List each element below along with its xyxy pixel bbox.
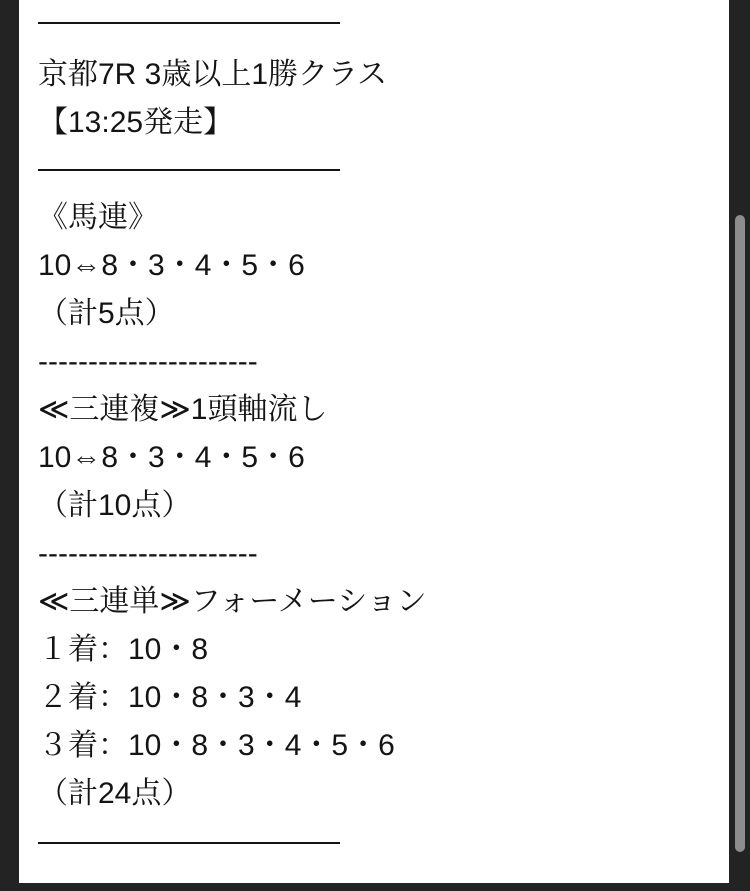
sanrentan-second-place: ２着：10・8・3・4 (38, 681, 302, 714)
sanrenpuku-total: （計10点） (38, 489, 192, 522)
separator-dashes-1: ---------------------- (38, 345, 258, 378)
sanrentan-third-place: ３着：10・8・3・4・5・6 (38, 729, 395, 762)
scrollbar-thumb[interactable] (735, 215, 745, 852)
left-edge-bar (0, 0, 19, 891)
umaren-combination: 10⇔8・3・4・5・6 (38, 249, 305, 282)
race-title: 京都7R 3歳以上1勝クラス (38, 58, 388, 91)
divider-top (38, 22, 340, 24)
umaren-total: （計5点） (38, 297, 175, 330)
umaren-heading: 《馬連》 (38, 201, 158, 234)
divider-header (38, 169, 340, 171)
sanrentan-total: （計24点） (38, 777, 192, 810)
sanrentan-first-place: １着：10・8 (38, 633, 209, 666)
sanrentan-heading: ≪三連単≫フォーメーション (38, 585, 427, 618)
content-area (19, 0, 729, 883)
bottom-edge-bar (0, 883, 750, 891)
race-start-time: 【13:25発走】 (38, 106, 234, 139)
sanrenpuku-heading: ≪三連複≫1頭軸流し (38, 393, 328, 426)
separator-dashes-2: ---------------------- (38, 537, 258, 570)
divider-bottom (38, 842, 340, 844)
sanrenpuku-combination: 10⇔8・3・4・5・6 (38, 441, 305, 474)
